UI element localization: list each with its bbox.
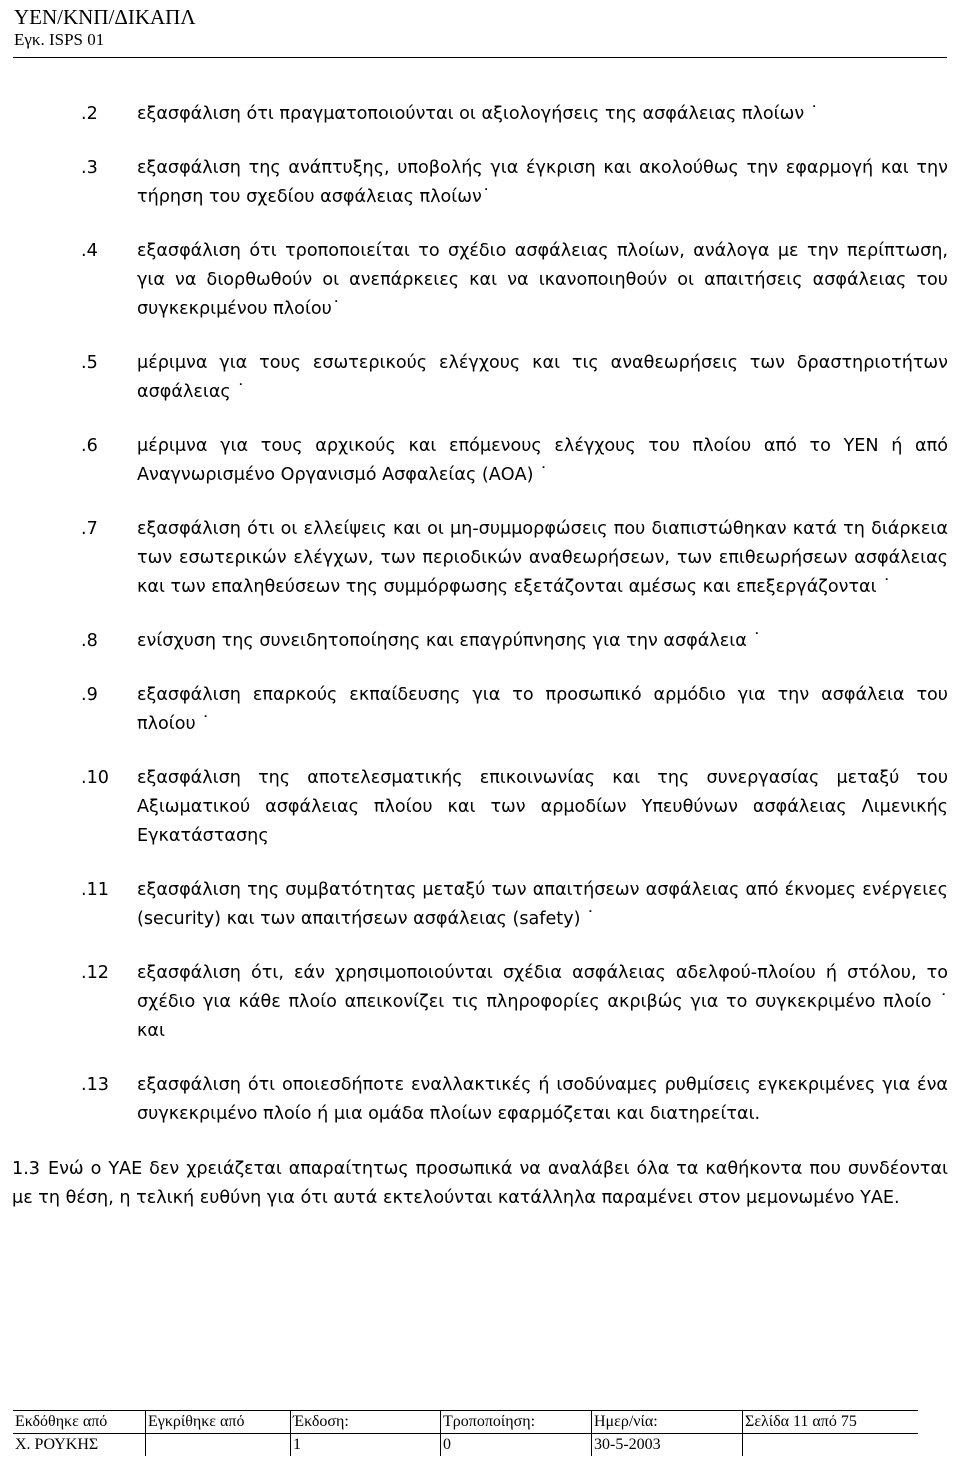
item-number: .8: [81, 631, 98, 651]
document-body: [0, 100, 960, 1213]
section-paragraph: [12, 1155, 948, 1213]
list-item: [0, 627, 960, 656]
item-number: .3: [81, 158, 98, 178]
item-number: .6: [81, 436, 98, 456]
section-number: 1.3: [12, 1159, 40, 1179]
header-reference: Εγκ. ISPS 01: [14, 30, 105, 49]
list-item: [0, 237, 960, 324]
item-text: εξασφάλιση ότι τροποποιείται το σχέδιο ασφάλειας πλοίων, ανάλογα με την περίπτωση, για να διορθωθούν οι ανεπάρκειες και να ικανοποιηθούν οι απαιτήσεις ασφάλειας του συγκεκριμένου πλοίου˙: [137, 241, 948, 319]
footer-page-number: Σελίδα 11 από 75: [743, 1411, 919, 1434]
item-number: .13: [81, 1075, 109, 1095]
item-text: μέριμνα για τους αρχικούς και επόμενους ελέγχους του πλοίου από το ΥΕΝ ή από Αναγνωρισμένο Οργανισμό Ασφαλείας (ΑΟΑ) ˙: [137, 436, 948, 485]
footer-value-approved-by: [146, 1434, 291, 1457]
item-number: .9: [81, 685, 98, 705]
list-item: [0, 876, 960, 934]
header-divider: [13, 57, 947, 58]
document-header: [14, 4, 196, 50]
item-number: .12: [81, 963, 109, 983]
section-text: Ενώ ο ΥΑΕ δεν χρειάζεται απαραίτητως προσωπικά να αναλάβει όλα τα καθήκοντα που συνδέονται με τη θέση, η τελική ευθύνη για ότι αυτά εκτελούνται κατάλληλα παραμένει στον μεμονωμένο ΥΑΕ.: [12, 1159, 948, 1208]
document-footer-table: [13, 1410, 918, 1456]
footer-values-row: [13, 1434, 918, 1457]
item-number: .5: [81, 353, 98, 373]
list-item: [0, 349, 960, 407]
header-organization: ΥΕΝ/ΚΝΠ/ΔΙΚΑΠΛ: [14, 5, 196, 29]
footer-value-date: 30-5-2003: [592, 1434, 743, 1457]
item-number: .11: [81, 880, 109, 900]
list-item: [0, 100, 960, 129]
item-number: .2: [81, 104, 98, 124]
footer-label-revision: Τροποποίηση:: [441, 1411, 592, 1434]
list-item: [0, 432, 960, 490]
footer-label-issued-by: Εκδόθηκε από: [13, 1411, 146, 1434]
item-text: εξασφάλιση ότι, εάν χρησιμοποιούνται σχέδια ασφάλειας αδελφού-πλοίου ή στόλου, το σχέδιο για κάθε πλοίο απεικονίζει τις πληροφορίες ακριβώς για το συγκεκριμένο πλοίο ˙ και: [137, 963, 948, 1041]
footer-value-edition: 1: [291, 1434, 441, 1457]
list-item: [0, 515, 960, 602]
footer-value-empty: [743, 1434, 919, 1457]
footer-value-revision: 0: [441, 1434, 592, 1457]
footer-value-issued-by: Χ. ΡΟΥΚΗΣ: [15, 1436, 99, 1453]
item-text: εξασφάλιση ότι πραγματοποιούνται οι αξιολογήσεις της ασφάλειας πλοίων ˙: [137, 104, 819, 124]
list-item: [0, 959, 960, 1046]
item-number: .7: [81, 519, 98, 539]
item-text: εξασφάλιση της συμβατότητας μεταξύ των απαιτήσεων ασφάλειας από έκνομες ενέργειες (security) και των απαιτήσεων ασφάλειας (safety) ˙: [137, 880, 948, 929]
list-item: [0, 764, 960, 851]
footer-labels-row: [13, 1411, 918, 1434]
item-text: εξασφάλιση ότι οι ελλείψεις και οι μη-συμμορφώσεις που διαπιστώθηκαν κατά τη διάρκεια των εσωτερικών ελέγχων, των περιοδικών αναθεωρήσεων, των επιθεωρήσεων ασφάλειας και των επαληθεύσεων της συμμόρφωσης εξετάζονται αμέσως και επεξεργάζονται ˙: [137, 519, 948, 597]
item-text: εξασφάλιση επαρκούς εκπαίδευσης για το προσωπικό αρμόδιο για την ασφάλεια του πλοίου ˙: [137, 685, 948, 734]
footer-label-approved-by: Εγκρίθηκε από: [146, 1411, 291, 1434]
item-text: εξασφάλιση της ανάπτυξης, υποβολής για έγκριση και ακολούθως την εφαρμογή και την τήρηση του σχεδίου ασφάλειας πλοίων˙: [137, 158, 948, 207]
list-item: [0, 1071, 960, 1129]
footer-label-date: Ημερ/νία:: [592, 1411, 743, 1434]
item-text: ενίσχυση της συνειδητοποίησης και επαγρύπνησης για την ασφάλεια ˙: [137, 631, 762, 651]
item-text: εξασφάλιση ότι οποιεσδήποτε εναλλακτικές ή ισοδύναμες ρυθμίσεις εγκεκριμένες για ένα συγκεκριμένο πλοίο ή μια ομάδα πλοίων εφαρμόζεται και διατηρείται.: [137, 1075, 948, 1124]
list-item: [0, 681, 960, 739]
footer-label-edition: Έκδοση:: [291, 1411, 441, 1434]
list-item: [0, 154, 960, 212]
item-text: εξασφάλιση της αποτελεσματικής επικοινωνίας και της συνεργασίας μεταξύ του Αξιωματικού ασφάλειας πλοίου και των αρμοδίων Υπευθύνων ασφάλειας Λιμενικής Εγκατάστασης: [137, 768, 948, 846]
item-text: μέριμνα για τους εσωτερικούς ελέγχους και τις αναθεωρήσεις των δραστηριοτήτων ασφάλειας ˙: [137, 353, 948, 402]
item-number: .4: [81, 241, 98, 261]
item-number: .10: [81, 768, 109, 788]
